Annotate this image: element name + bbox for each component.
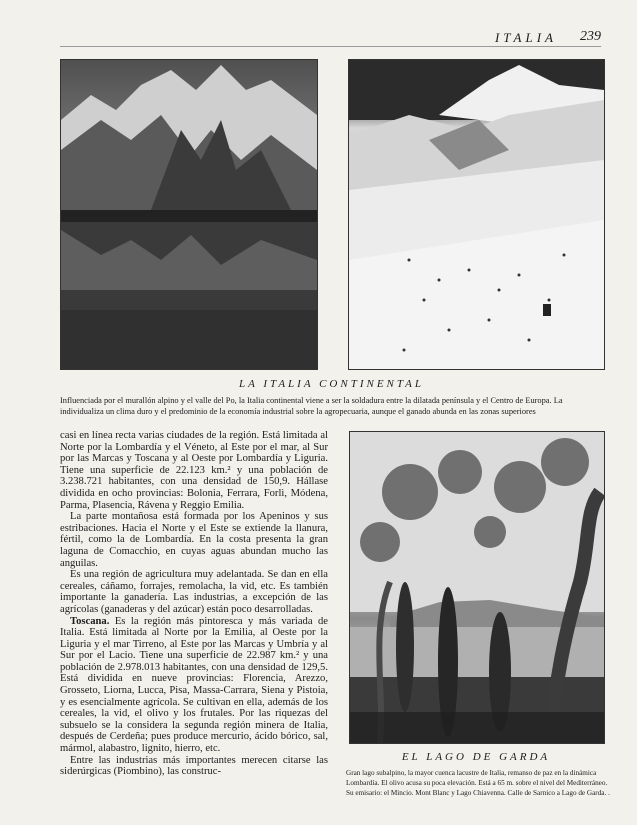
paragraph-emilia: casi en línea recta varias ciudades de la región. Está limitada al Norte por la Lombardía y el Véneto, al Este por el mar, al Sur por las Marcas y Toscana y al Oeste por Lombardía y Liguria. Tiene una superficie de 22.123 km.² y una población de 3.238.721 habitantes, con una densidad de 150,9. Hállase dividida en ocho provincias: Bolonia, Ferrara, Forlì, Módena, Parma, Plasencia, Rávena y Reggio Emilia. [60,430,328,511]
paragraph-toscana-text: Es la región más pintoresca y más variada de Italia. Está limitada al Norte por la Emilia, al Oeste por la Liguria y el mar Tirreno, al Este por las Marcas y Umbría y al Sur por el Lacio. Tiene una superficie de 22.987 km.² y una población de 2.978.013 habitantes, con una densidad de 129,5. Está dividida en nueve provincias: Florencia, Arezzo, Grosseto, Liorna, Lucca, Pisa, Massa-Carrara, Siena y Pistoia, y es esencialmente agrícola. Se cultivan en ella, además de los cereales, la vid, el olivo y los frutales. Por las riquezas del subsuelo se la considera la segunda región minera de Italia, después de Cerdeña; pues produce mercurio, ácido bórico, sal, mármol, alabastro, lignito, hierro, etc. [60,615,328,755]
alpine-lake-illustration [61,60,317,369]
article-body [60,430,328,778]
paragraph-toscana-lead: Toscana. [70,615,110,627]
snow-slope-illustration [349,60,604,369]
alpine-lake-photo [60,59,318,370]
paragraph-mountains: La parte montañosa está formada por los Apeninos y sus estribaciones. Hacia el Norte y el Este se extiende la llanura, fértil, como la de Lombardía. En la costa presenta la gran laguna de Comacchio, en cuyas aguas abundan mucho las anguilas. [60,511,328,569]
paragraph-industries: Entre las industrias más importantes merecen citarse las siderúrgicas (Piombino), las construc- [60,754,328,778]
garda-caption-text: Gran lago subalpino, la mayor cuenca lacustre de Italia, remanso de paz en la dinámica Lombardía. El olivo acusa su poca elevación. Está a 65 m. sobre el nivel del Mediterráneo. Su emisario: el Mincio. Mont Blanc y Lago Chiavenna. Calle de Sarnico a Lago de Garda. . [346,769,610,797]
snow-slope-photo [348,59,605,370]
paragraph-toscana [60,616,328,755]
page-number: 239 [580,29,601,44]
running-title: ITALIA [494,30,557,45]
page-header [60,30,601,47]
lake-cypress-photo [349,431,605,744]
garda-caption-title: EL LAGO DE GARDA [401,751,551,763]
lake-cypress-illustration [350,432,604,743]
continental-caption-title: LA ITALIA CONTINENTAL [238,378,425,390]
paragraph-agriculture: Es una región de agricultura muy adelantada. Se dan en ella cereales, cáñamo, forrajes, remolacha, la vid, etc. Es también importante la ganadería. Las industrias, a excepción de las agrícolas (ganaderas y del azúcar) están poco desarrolladas. [60,569,328,615]
continental-caption-text: Influenciada por el murallón alpino y el valle del Po, la Italia continental viene a ser la soldadura entre la dilatada península y el Centro de Europa. La individualiza un clima duro y el predominio de la economía industrial sobre la agropecuaria, aunque el ganado abunda en las zonas superiores [60,396,563,416]
